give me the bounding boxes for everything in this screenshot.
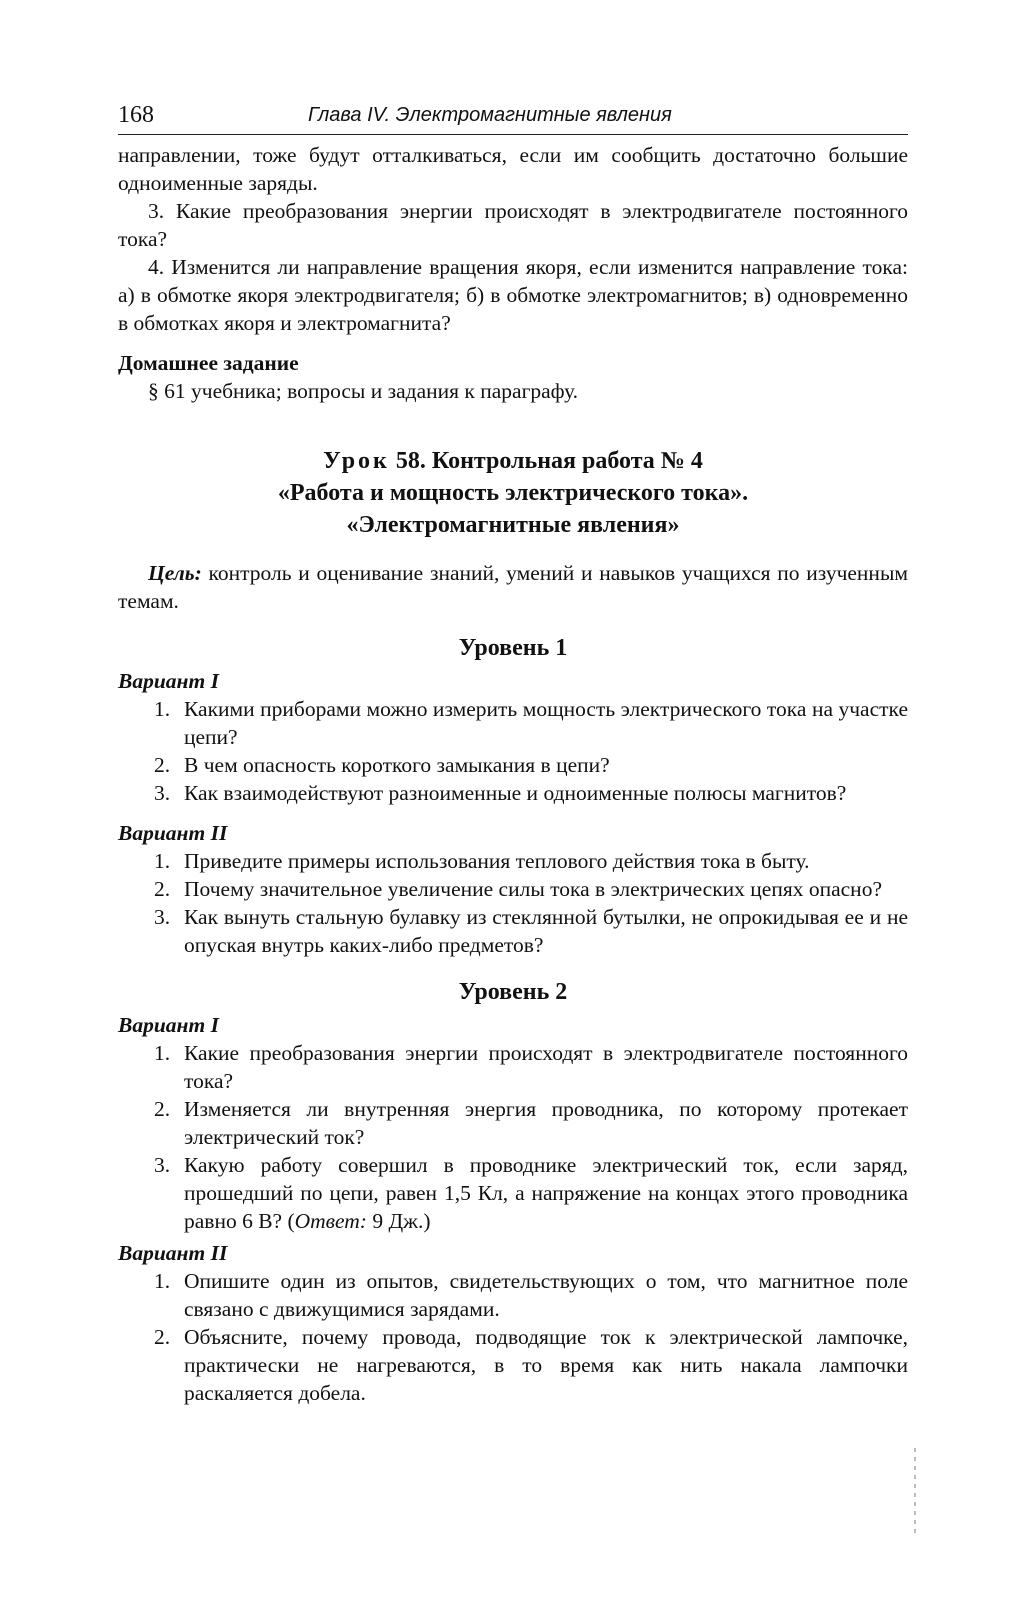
item-number: 3. xyxy=(154,1153,171,1177)
item-text: Какие преобразования энергии происходят в электродвигателе постоянного тока? xyxy=(184,1041,908,1093)
lesson-title-line-2: «Работа и мощность электрического тока». xyxy=(277,480,749,506)
lesson-title xyxy=(118,445,908,541)
item-number: 2. xyxy=(154,877,171,901)
book-page xyxy=(118,100,908,1407)
lesson-goal xyxy=(118,559,908,615)
item-text: Какими приборами можно измерить мощность электрического тока на участке цепи? xyxy=(184,697,908,749)
lesson-title-line-3: «Электромагнитные явления» xyxy=(346,512,680,538)
list-item xyxy=(118,903,908,959)
running-head: Глава IV. Электромагнитные явления xyxy=(308,104,672,126)
item-number: 1. xyxy=(154,1269,171,1293)
level-2-variant-2-label: Вариант II xyxy=(118,1241,228,1265)
level-1-variant-2-label: Вариант II xyxy=(118,821,228,845)
item-text: Приведите примеры использования теплового действия тока в быту. xyxy=(184,849,810,873)
page-header xyxy=(118,100,908,135)
item-text: Почему значительное увеличение силы тока в электрических цепях опасно? xyxy=(184,877,882,901)
item-number: 2. xyxy=(154,1097,171,1121)
item-number: 3. xyxy=(154,905,171,929)
level-2-variant-1-label: Вариант I xyxy=(118,1013,219,1037)
scan-artifact xyxy=(914,1448,916,1538)
answer-label: Ответ: xyxy=(294,1209,367,1233)
item-text: В чем опасность короткого замыкания в цепи? xyxy=(184,753,610,777)
item-text: Какую работу совершил в проводнике электрический ток, если заряд, прошедший по цепи, равен 1,5 Кл, а напряжение на концах этого проводника равно 6 В? ( xyxy=(184,1153,908,1233)
list-item xyxy=(118,695,908,751)
list-item xyxy=(118,1039,908,1095)
list-item xyxy=(118,1267,908,1323)
lesson-title-line-1 xyxy=(118,445,908,477)
item-number: 2. xyxy=(154,753,171,777)
item-text: Как взаимодействуют разноименные и одноименные полюсы магнитов? xyxy=(184,781,847,805)
goal-text: контроль и оценивание знаний, умений и навыков учащихся по изученным темам. xyxy=(118,561,908,613)
list-item xyxy=(118,1095,908,1151)
list-item xyxy=(118,847,908,875)
list-item xyxy=(118,1323,908,1407)
item-text: Изменяется ли внутренняя энергия проводника, по которому протекает электрический ток? xyxy=(184,1097,908,1149)
item-text: Как вынуть стальную булавку из стеклянной бутылки, не опрокидывая ее и не опуская внутрь каких-либо предметов? xyxy=(184,905,908,957)
item-text: Опишите один из опытов, свидетельствующих о том, что магнитное поле связано с движущимися зарядами. xyxy=(184,1269,908,1321)
lesson-word: Урок xyxy=(323,448,390,474)
homework-title: Домашнее задание xyxy=(118,351,299,375)
item-number: 1. xyxy=(154,697,171,721)
level-2-title: Уровень 2 xyxy=(458,979,568,1005)
level-1-variant-1-label: Вариант I xyxy=(118,669,219,693)
item-text: Объясните, почему провода, подводящие ток к электрической лампочке, практически не нагреваются, в то время как нить накала лампочки раскаляется добела. xyxy=(184,1325,908,1405)
level-1-title: Уровень 1 xyxy=(458,635,568,661)
page-number: 168 xyxy=(118,102,154,128)
item-number: 1. xyxy=(154,1041,171,1065)
goal-label: Цель: xyxy=(148,561,202,585)
list-item xyxy=(118,1151,908,1235)
list-item xyxy=(118,751,908,779)
question-4: 4. Изменится ли направление вращения якоря, если изменится направление тока: а) в обмотке якоря электродвигателя; б) в обмотке электромагнитов; в) одновременно в обмотках якоря и электромагнита? xyxy=(118,255,908,335)
continuation-paragraph: направлении, тоже будут отталкиваться, если им сообщить достаточно большие одноименные заряды. xyxy=(118,143,908,195)
item-number: 1. xyxy=(154,849,171,873)
lesson-number: 58. Контрольная работа № 4 xyxy=(389,448,703,474)
homework-text: § 61 учебника; вопросы и задания к параграфу. xyxy=(148,379,579,403)
item-number: 3. xyxy=(154,781,171,805)
list-item xyxy=(118,875,908,903)
question-3: 3. Какие преобразования энергии происходят в электродвигателе постоянного тока? xyxy=(118,199,908,251)
answer-value: 9 Дж.) xyxy=(366,1209,431,1233)
item-number: 2. xyxy=(154,1325,171,1349)
list-item xyxy=(118,779,908,807)
